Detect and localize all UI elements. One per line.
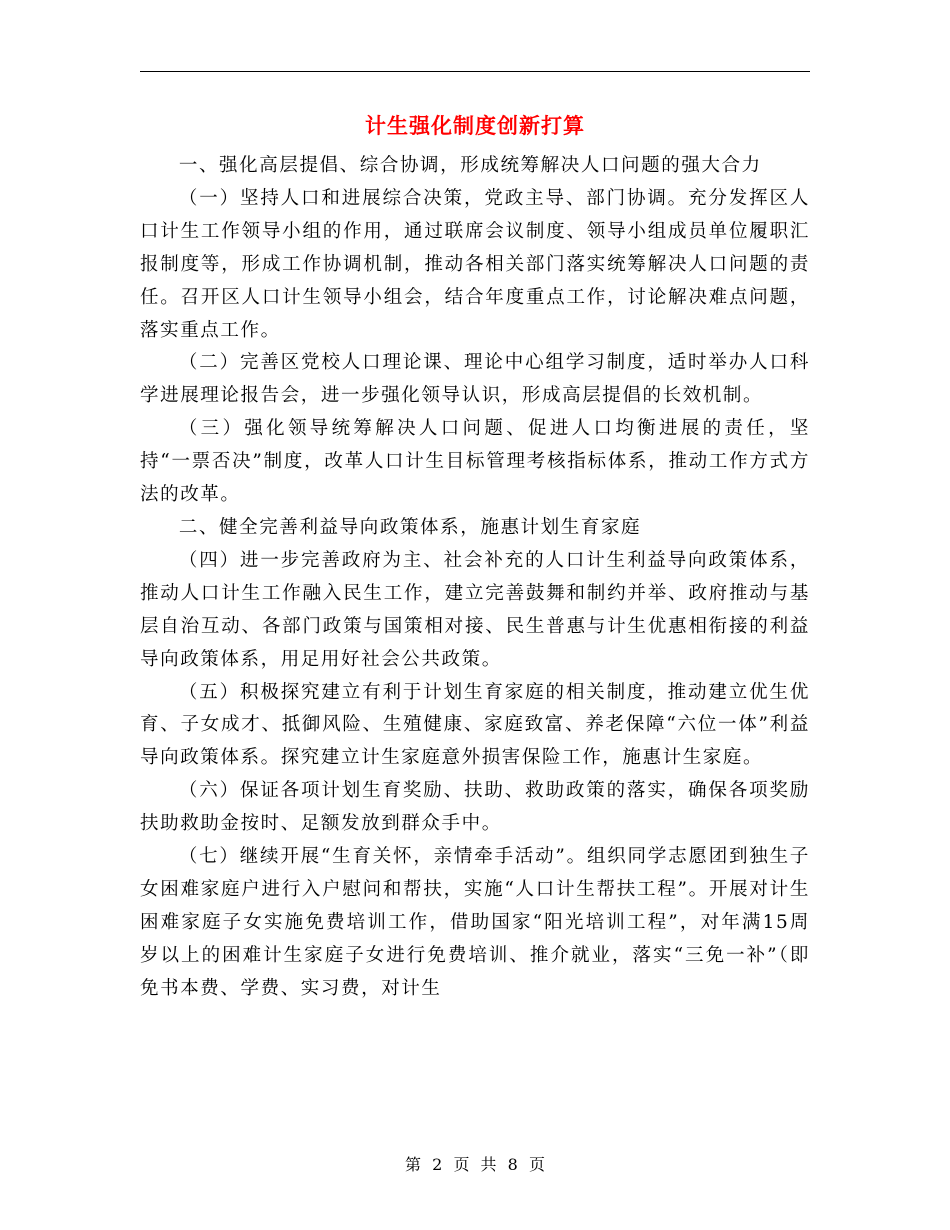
- header-rule: [140, 71, 810, 72]
- paragraph-item-5: （五）积极探究建立有利于计划生育家庭的相关制度，推动建立优生优育、子女成才、抵御风险、生殖健康、家庭致富、养老保障“六位一体”利益导向政策体系。探究建立计生家庭意外损害保险工作，施惠计生家庭。: [140, 681, 810, 769]
- footer-total-prefix: 共: [480, 1155, 497, 1174]
- footer-page-prefix: 第: [405, 1155, 422, 1174]
- paragraph-item-4: （四）进一步完善政府为主、社会补充的人口计生利益导向政策体系，推动人口计生工作融入民生工作，建立完善鼓舞和制约并举、政府推动与基层自治互动、各部门政策与国策相对接、民生普惠与计生优惠相衔接的利益导向政策体系，用足用好社会公共政策。: [140, 549, 810, 670]
- paragraph-heading-2: 二、健全完善利益导向政策体系，施惠计划生育家庭: [178, 516, 642, 538]
- footer-total-suffix: 页: [528, 1155, 545, 1174]
- page-footer: [0, 1153, 950, 1177]
- paragraph-item-2: （二）完善区党校人口理论课、理论中心组学习制度，适时举办人口科学进展理论报告会，进一步强化领导认识，形成高层提倡的长效机制。: [140, 352, 810, 407]
- paragraph-item-6: （六）保证各项计划生育奖励、扶助、救助政策的落实，确保各项奖励扶助救助金按时、足额发放到群众手中。: [140, 780, 810, 835]
- footer-current-page: 2: [432, 1155, 443, 1174]
- document-title: 计生强化制度创新打算: [365, 113, 585, 138]
- footer-total-pages: 8: [507, 1155, 518, 1174]
- document-body: [140, 150, 810, 1006]
- footer-page-suffix: 页: [453, 1155, 470, 1174]
- paragraph-heading-1: 一、强化高层提倡、综合协调，形成统筹解决人口问题的强大合力: [178, 155, 762, 176]
- paragraph-item-7: （七）继续开展“生育关怀，亲情牵手活动”。组织同学志愿团到独生子女困难家庭户进行入户慰问和帮扶，实施“人口计生帮扶工程”。开展对计生困难家庭子女实施免费培训工作，借助国家“阳光培训工程”，对年满15周岁以上的困难计生家庭子女进行免费培训、推介就业，落实“三免一补”（即免书本费、学费、实习费，对计生: [140, 846, 810, 999]
- paragraph-item-1: （一）坚持人口和进展综合决策，党政主导、部门协调。充分发挥区人口计生工作领导小组的作用，通过联席会议制度、领导小组成员单位履职汇报制度等，形成工作协调机制，推动各相关部门落实统筹解决人口问题的责任。召开区人口计生领导小组会，结合年度重点工作，讨论解决难点问题，落实重点工作。: [140, 187, 810, 341]
- paragraph-item-3: （三）强化领导统筹解决人口问题、促进人口均衡进展的责任，坚持“一票否决”制度，改革人口计生目标管理考核指标体系，推动工作方式方法的改革。: [140, 418, 810, 506]
